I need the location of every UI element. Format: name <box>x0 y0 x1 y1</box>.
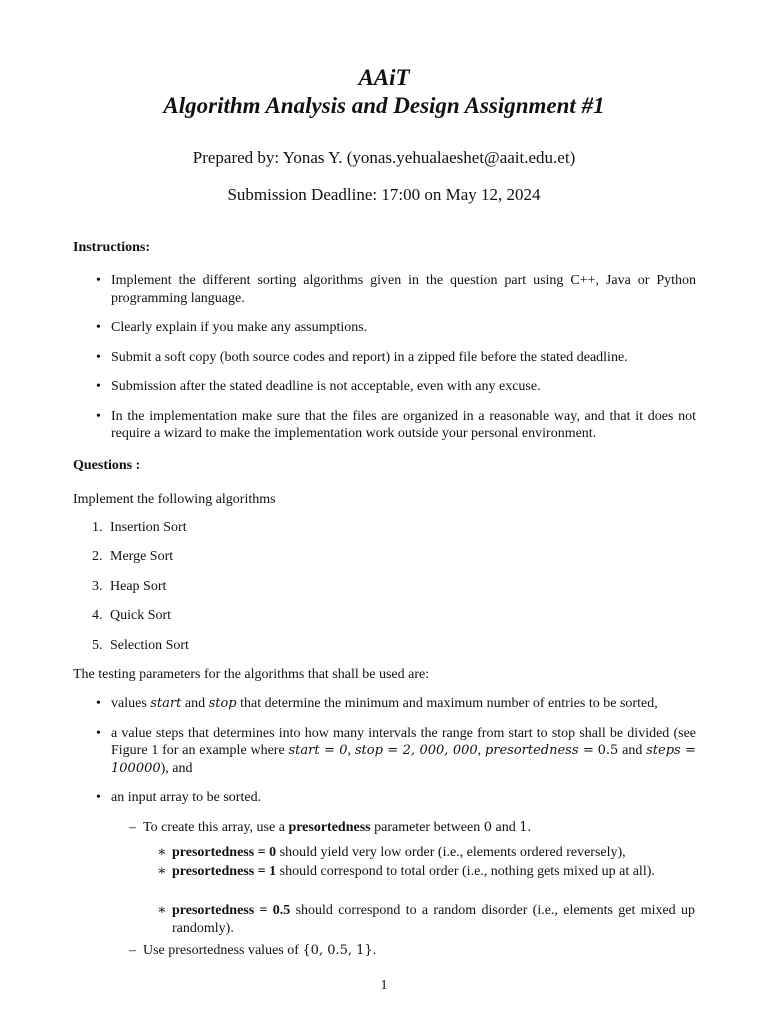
instruction-item: • In the implementation make sure that the files are organized in a reasonable way, and that it does not require a wizard to make the implementation work outside your personal environment. <box>96 408 696 441</box>
star-bullet: ∗ <box>157 845 167 860</box>
instruction-item: • Implement the different sorting algorithms given in the question part using C++, Java or Python programming language. <box>96 273 696 306</box>
algorithm-item: 5. Selection Sort <box>92 638 189 653</box>
instructions-heading: Instructions: <box>73 240 151 255</box>
instruction-item: • Submit a soft copy (both source codes and report) in a zipped file before the stated deadline. <box>96 349 628 365</box>
instructions-list <box>96 272 696 443</box>
parameter-item-array: • an input array to be sorted. <box>96 790 262 805</box>
presortedness-sub-item: – To create this array, use a presortedness parameter between 0 and 1. <box>129 820 532 835</box>
submission-deadline: Submission Deadline: 17:00 on May 12, 2024 <box>227 185 541 204</box>
parameters-list <box>96 695 696 807</box>
instruction-item: • Clearly explain if you make any assumptions. <box>96 320 368 335</box>
algorithm-item: 2. Merge Sort <box>92 549 174 564</box>
page-number: 1 <box>380 978 388 993</box>
presortedness-case-1: ∗ presortedness = 1 should correspond to total order (i.e., nothing gets mixed up at all). <box>157 864 655 879</box>
dash-bullet: – <box>129 943 136 958</box>
questions-heading: Questions : <box>73 458 141 473</box>
parameter-item-range: • values start and stop that determine the minimum and maximum number of entries to be sorted, <box>96 696 658 711</box>
presortedness-case-0: ∗ presortedness = 0 should yield very low order (i.e., elements ordered reversely), <box>157 845 626 860</box>
star-bullet: ∗ <box>157 903 167 918</box>
questions-intro: Implement the following algorithms <box>73 492 276 507</box>
algorithm-item: 3. Heap Sort <box>92 579 167 594</box>
prepared-by: Prepared by: Yonas Y. (yonas.yehualaeshet@aait.edu.et) <box>192 148 576 167</box>
org-title: AAiT <box>358 65 410 90</box>
parameter-item-steps: • a value steps that determines into how many intervals the range from start to stop shall be divided (see Figure 1 for an example where start = 0, stop = 2, 000, 000, presortedness = 0.5 and steps = 100000), and <box>96 725 697 776</box>
dash-bullet: – <box>129 820 136 835</box>
presortedness-values-sub-item: – Use presortedness values of {0, 0.5, 1}. <box>129 943 377 958</box>
algorithm-item: 1. Insertion Sort <box>92 520 187 535</box>
assignment-title: Algorithm Analysis and Design Assignment #1 <box>163 93 605 118</box>
star-bullet: ∗ <box>157 864 167 879</box>
instruction-item: • Submission after the stated deadline is not acceptable, even with any excuse. <box>96 379 541 394</box>
algorithm-item: 4. Quick Sort <box>92 608 172 623</box>
presortedness-case-half: ∗ presortedness = 0.5 should correspond to a random disorder (i.e., elements get mixed up randomly). <box>157 903 695 936</box>
testing-intro: The testing parameters for the algorithms that shall be used are: <box>73 667 430 682</box>
